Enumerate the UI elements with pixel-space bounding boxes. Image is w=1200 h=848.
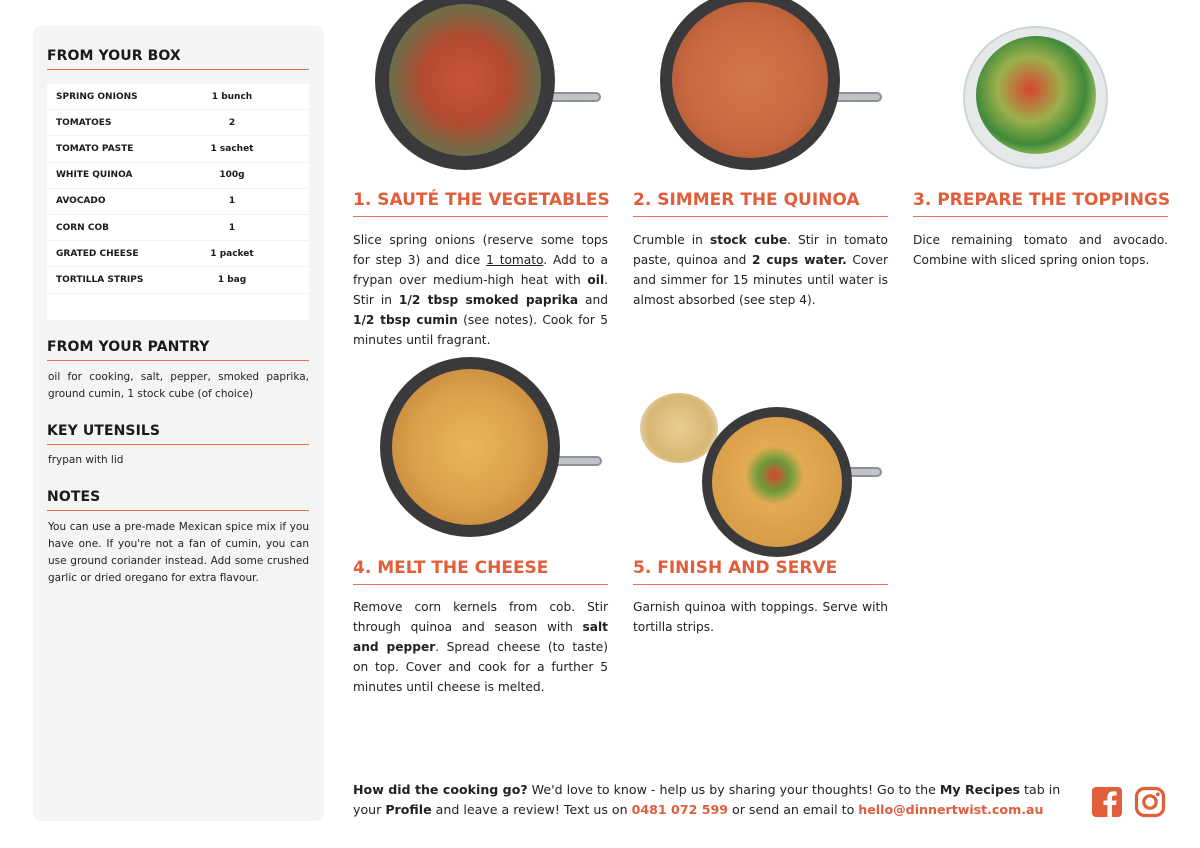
email-link[interactable]: hello@dinnertwist.com.au	[858, 802, 1044, 817]
step-1-title: 1. SAUTÉ THE VEGETABLES	[353, 190, 608, 217]
ingredient-qty: 2	[228, 117, 236, 128]
ingredient-name: WHITE QUINOA	[56, 170, 133, 181]
step-2-title: 2. SIMMER THE QUINOA	[633, 190, 888, 217]
phone-link[interactable]: 0481 072 599	[631, 802, 729, 817]
utensils-heading: KEY UTENSILS	[47, 423, 309, 445]
ingredient-name: GRATED CHEESE	[56, 248, 139, 259]
ingredient-name: TOMATOES	[56, 117, 112, 128]
step-5-photo	[636, 393, 886, 536]
ingredient-qty: 100g	[219, 170, 245, 181]
pantry-text: oil for cooking, salt, pepper, smoked paprika, ground cumin, 1 stock cube (of choice)	[48, 371, 309, 400]
ingredient-row	[47, 136, 309, 162]
ingredient-name: SPRING ONIONS	[56, 91, 138, 102]
ingredient-qty: 1	[228, 196, 236, 207]
step-3-title: 3. PREPARE THE TOPPINGS	[913, 190, 1168, 217]
ingredient-qty: 1 bunch	[211, 91, 253, 102]
ingredient-row	[47, 267, 309, 293]
ingredient-qty: 1	[228, 222, 236, 233]
ingredient-row	[47, 110, 309, 136]
step-5-title: 5. FINISH AND SERVE	[633, 558, 888, 585]
notes-heading: NOTES	[47, 489, 309, 511]
step-5-text: Garnish quinoa with toppings. Serve with tortilla strips.	[633, 600, 888, 634]
from-your-box-heading: FROM YOUR BOX	[47, 48, 309, 70]
step-4-photo	[380, 393, 605, 536]
ingredient-qty: 1 sachet	[210, 143, 254, 154]
feedback-footer: How did the cooking go? We'd love to know - help us by sharing your thoughts! Go to the My Recipes tab in your Profile and leave a review! Text us on 0481 072 599 or send an email to hello@dinnertwist.com.au	[353, 782, 1061, 817]
step-1-text: Slice spring onions (reserve some tops for step 3) and dice 1 tomato. Add to a frypan over medium-high heat with oil. Stir in 1/2 tbsp smoked paprika and 1/2 tbsp cumin (see notes). Cook for 5 minutes until fragrant.	[353, 233, 608, 347]
step-2-text: Crumble in stock cube. Stir in tomato paste, quinoa and 2 cups water. Cover and simmer for 15 minutes until water is almost absorbed (see step 4).	[633, 233, 889, 307]
pantry-heading: FROM YOUR PANTRY	[47, 339, 309, 361]
step-2-photo	[660, 26, 885, 169]
ingredient-row	[47, 163, 309, 189]
ingredient-name: AVOCADO	[56, 196, 106, 207]
step-3-photo	[960, 26, 1110, 169]
utensils-text: frypan with lid	[48, 454, 124, 466]
step-3-text: Dice remaining tomato and avocado. Combine with sliced spring onion tops.	[913, 233, 1168, 267]
ingredient-name: CORN COB	[56, 222, 109, 233]
facebook-icon[interactable]	[1091, 786, 1123, 818]
step-4-text: Remove corn kernels from cob. Stir through quinoa and season with salt and pepper. Spread cheese (to taste) on top. Cover and cook for a further 5 minutes until cheese is melted.	[353, 600, 608, 694]
ingredient-row	[47, 215, 309, 241]
ingredients-table	[47, 84, 309, 320]
step-1-photo	[375, 26, 605, 169]
ingredient-name: TORTILLA STRIPS	[56, 274, 144, 285]
step-4-title: 4. MELT THE CHEESE	[353, 558, 608, 585]
ingredient-row	[47, 241, 309, 267]
ingredient-name: TOMATO PASTE	[56, 143, 134, 154]
ingredient-qty: 1 bag	[217, 274, 247, 285]
ingredients-sidebar	[33, 26, 324, 821]
ingredient-row	[47, 84, 309, 110]
instagram-icon[interactable]	[1134, 786, 1166, 818]
ingredient-row	[47, 189, 309, 215]
ingredient-qty: 1 packet	[210, 248, 254, 259]
notes-text: You can use a pre-made Mexican spice mix if you have one. If you're not a fan of cumin, you can use ground coriander instead. Add some crushed garlic or dried oregano for extra flavour.	[48, 521, 309, 584]
